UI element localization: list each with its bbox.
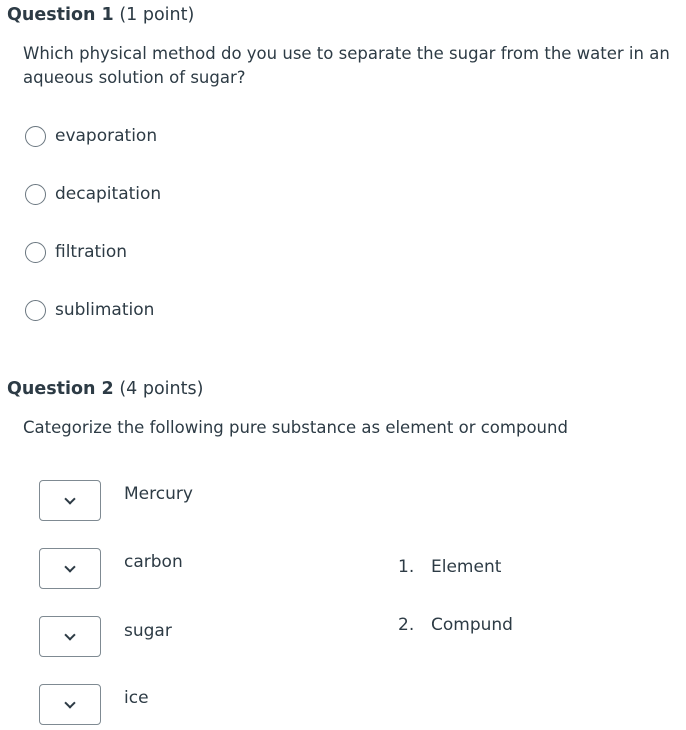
item-label-mercury: Mercury [124, 484, 193, 504]
item-label-ice: ice [124, 688, 149, 708]
choice-label: Element [431, 557, 502, 577]
question-1-text: Which physical method do you use to separate the sugar from the water in an aqueous solution of sugar? [23, 44, 670, 87]
option-filtration[interactable] [25, 240, 127, 264]
option-label: sublimation [55, 300, 155, 320]
option-decapitation[interactable] [25, 182, 161, 206]
question-1-title: Question 1 [7, 5, 114, 25]
category-select-carbon[interactable] [39, 548, 101, 589]
choice-compound [398, 615, 513, 635]
chevron-down-icon [64, 493, 75, 504]
radio-button[interactable] [25, 184, 46, 205]
option-evaporation[interactable] [25, 124, 157, 148]
category-select-ice[interactable] [39, 684, 101, 725]
question-2-header [7, 379, 203, 399]
question-1-points: (1 point) [119, 5, 195, 25]
choice-label: Compund [431, 615, 513, 635]
question-2-points: (4 points) [119, 379, 204, 399]
option-label: decapitation [55, 184, 162, 204]
question-2-text: Categorize the following pure substance as element or compound [23, 418, 568, 437]
chevron-down-icon [64, 561, 75, 572]
choice-element [398, 557, 501, 577]
category-select-sugar[interactable] [39, 616, 101, 657]
radio-button[interactable] [25, 300, 46, 321]
category-select-mercury[interactable] [39, 480, 101, 521]
radio-button[interactable] [25, 242, 46, 263]
chevron-down-icon [64, 697, 75, 708]
option-label: evaporation [55, 126, 158, 146]
radio-button[interactable] [25, 126, 46, 147]
item-label-sugar: sugar [124, 621, 172, 641]
item-label-carbon: carbon [124, 552, 183, 572]
option-sublimation[interactable] [25, 298, 154, 322]
chevron-down-icon [64, 629, 75, 640]
choice-number: 2. [398, 615, 415, 635]
choice-number: 1. [398, 557, 415, 577]
option-label: filtration [55, 242, 128, 262]
question-1-header [7, 5, 194, 25]
question-2-title: Question 2 [7, 379, 114, 399]
